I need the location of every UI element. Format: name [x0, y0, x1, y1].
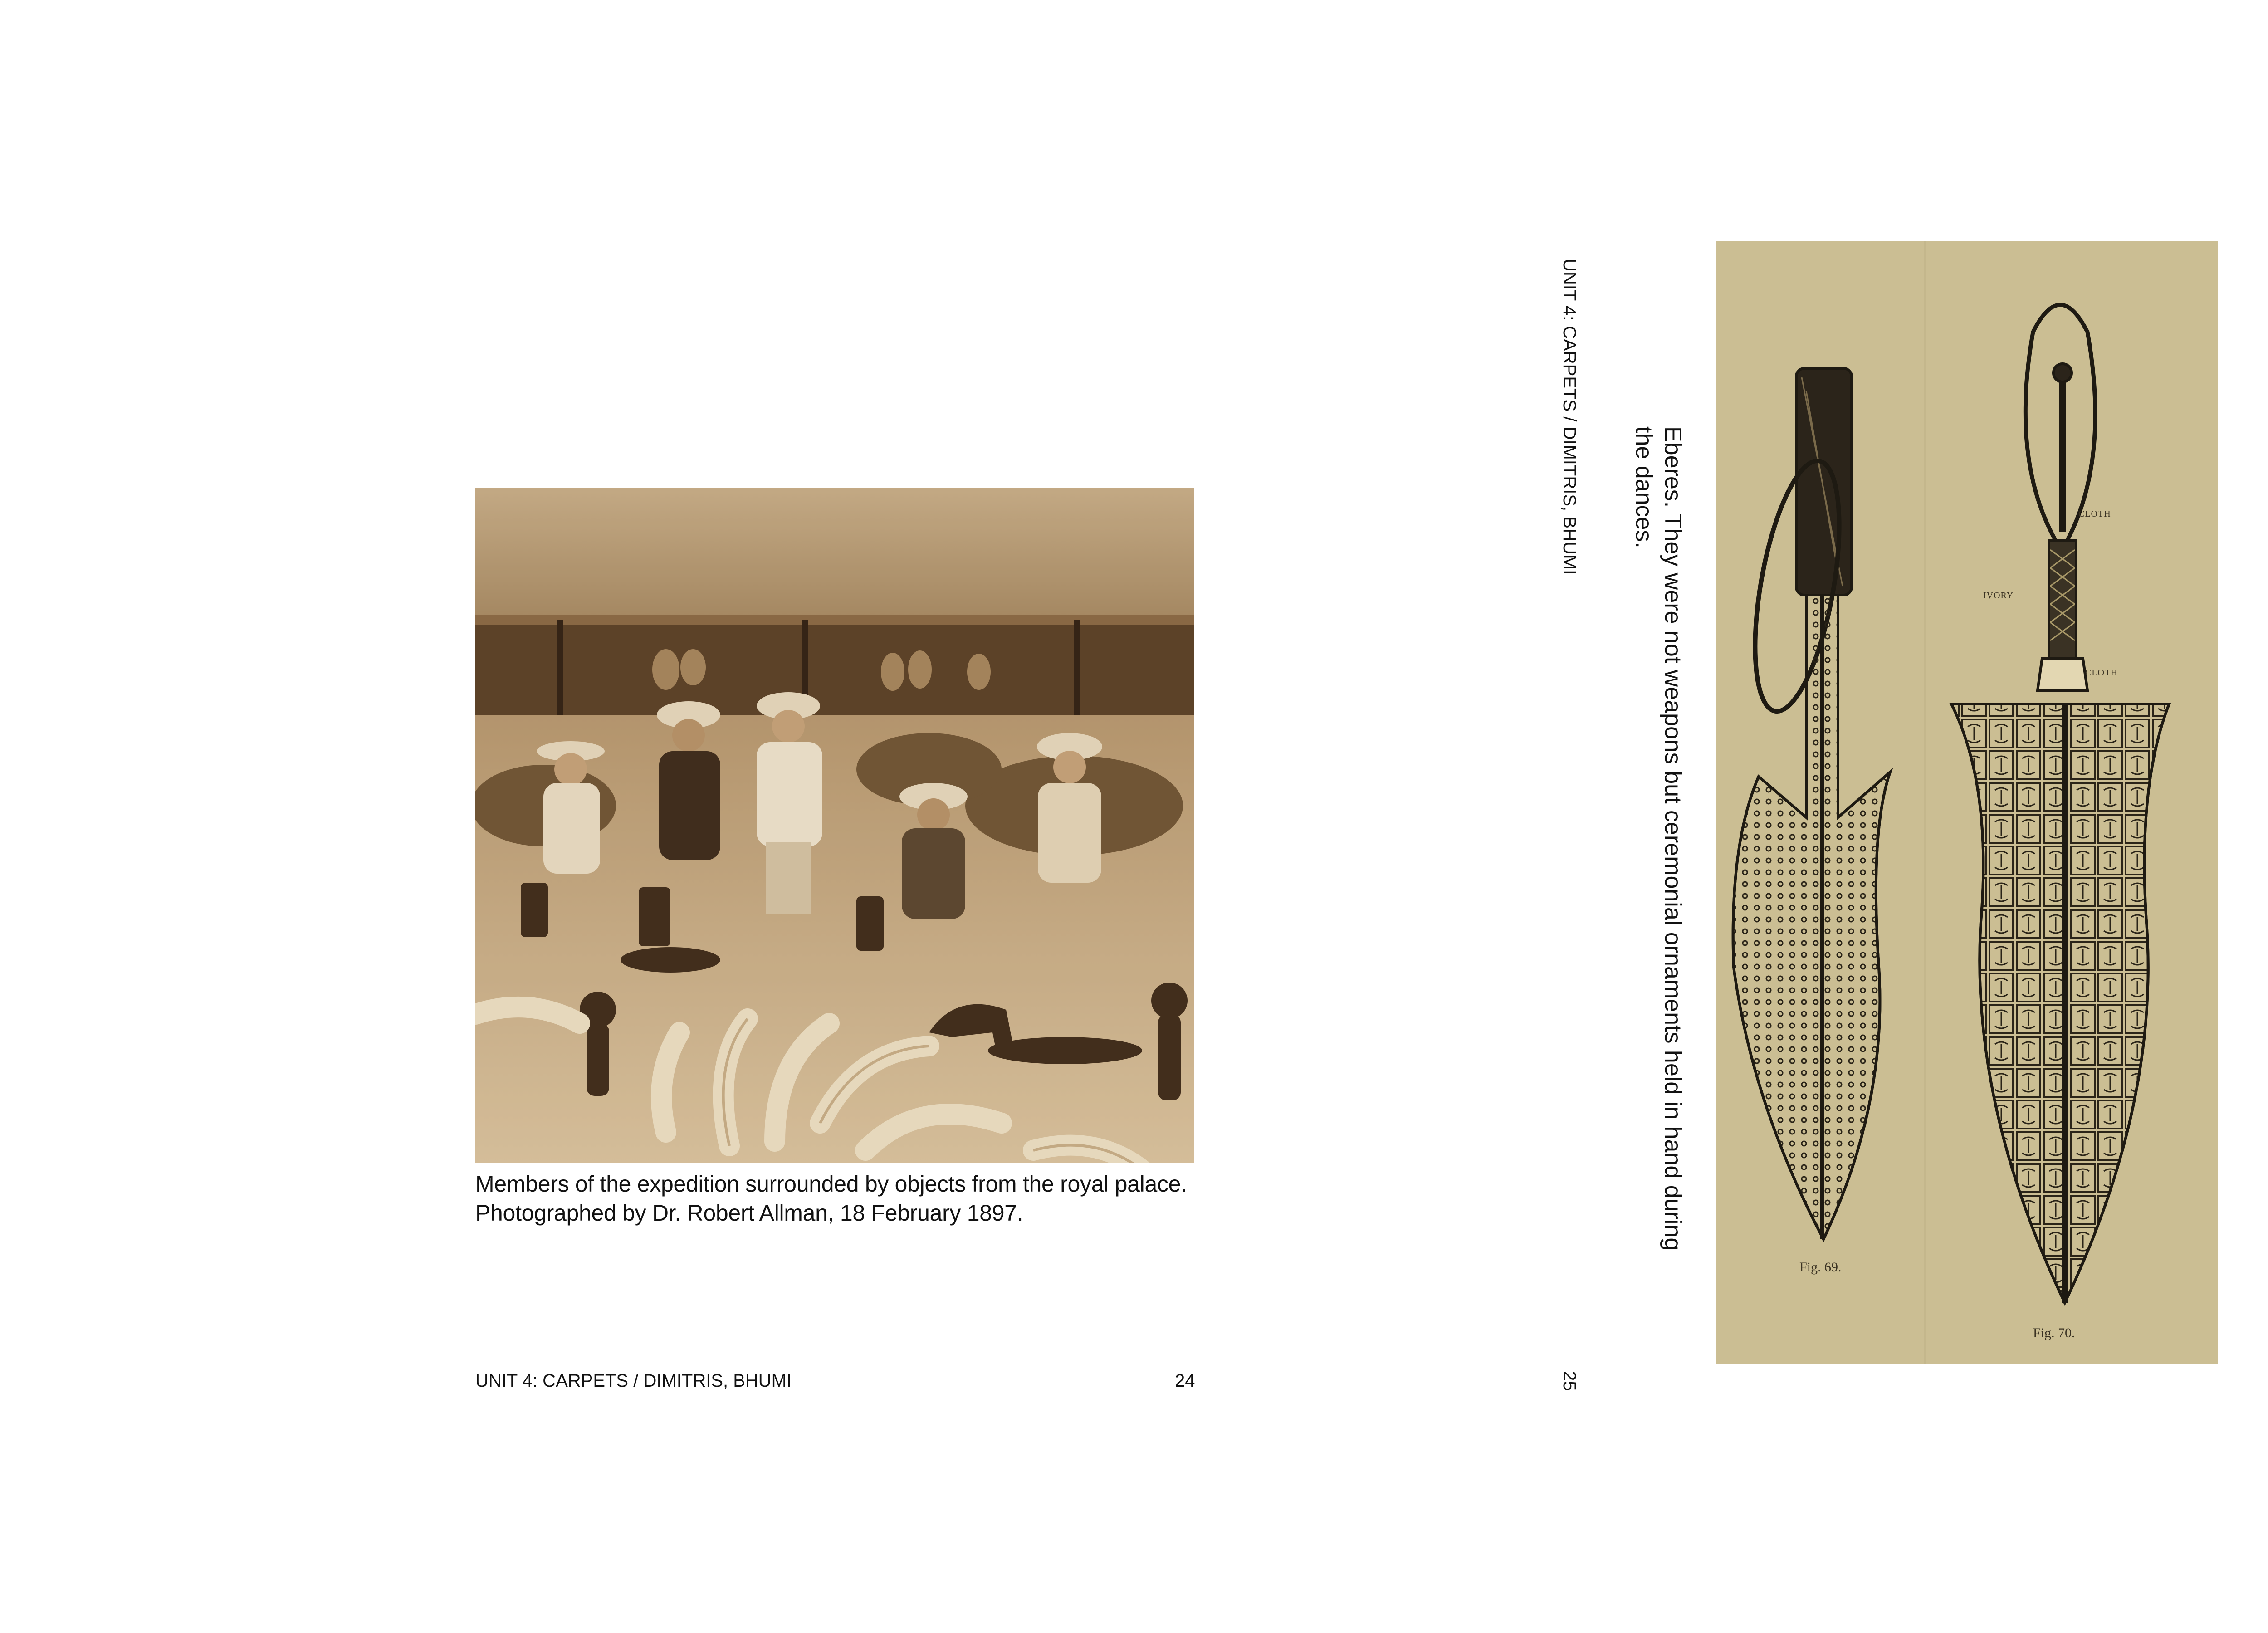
fig-70-label: Fig. 70.	[2033, 1325, 2075, 1340]
cloth-label-mid: CLOTH	[2085, 668, 2118, 678]
caption-line-1: Members of the expedition surrounded by objects from the royal palace.	[475, 1171, 1187, 1197]
page-number-right: 25	[1559, 1371, 1579, 1391]
running-footer-left: UNIT 4: CARPETS / DIMITRIS, BHUMI	[475, 1371, 792, 1391]
page-number-left: 24	[1175, 1371, 1195, 1391]
ivory-label: IVORY	[1983, 591, 2014, 601]
ceremonial-sword-engraving-icon	[1716, 241, 2218, 1364]
body-line-1: Eberes. They were not weapons but ceremonial ornaments held in hand during	[1660, 426, 1686, 1251]
photo-caption	[475, 1169, 1201, 1227]
body-line-2: the dances.	[1631, 426, 1657, 548]
engraving-plate	[1716, 241, 2218, 1364]
body-paragraph	[1629, 426, 1687, 1251]
running-header-right: UNIT 4: CARPETS / DIMITRIS, BHUMI	[1559, 259, 1579, 575]
cloth-label-top: CLOTH	[2078, 509, 2111, 519]
expedition-photograph-icon	[475, 488, 1194, 1163]
fig-69-label: Fig. 69.	[1799, 1260, 1842, 1275]
expedition-photo	[475, 488, 1194, 1163]
caption-line-2: Photographed by Dr. Robert Allman, 18 February 1897.	[475, 1200, 1023, 1226]
